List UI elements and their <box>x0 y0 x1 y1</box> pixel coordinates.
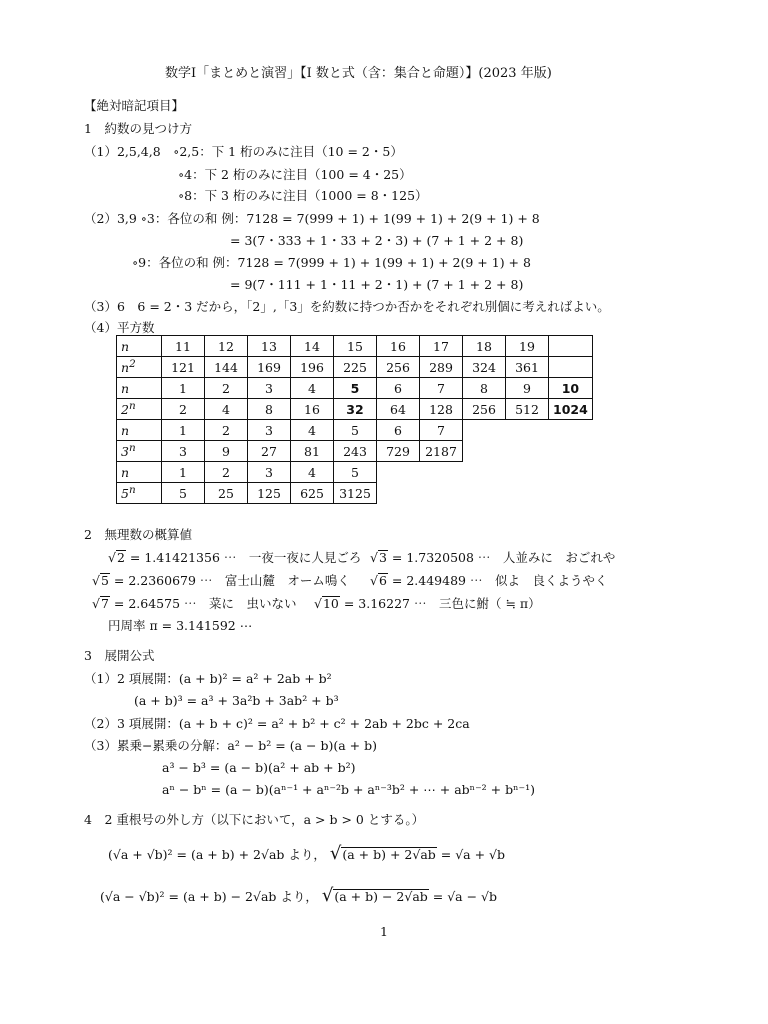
s3-line-2: (a + b)³ = a³ + 3a²b + 3ab² + b³ <box>134 693 339 708</box>
table-cell <box>549 336 593 357</box>
row-header-base: n <box>121 338 130 354</box>
s3-line-3: （2）3 項展開：(a + b + c)² = a² + b² + c² + 2ab + 2bc + 2ca <box>84 716 470 731</box>
table-cell: 5 <box>334 420 377 441</box>
empty-cell <box>463 420 506 441</box>
radicand: 3 <box>378 550 387 565</box>
table-cell: 729 <box>377 441 420 462</box>
section2-title: 2 無理数の概算値 <box>84 527 192 542</box>
table-cell: 3 <box>248 378 291 399</box>
table-cell: 121 <box>162 357 205 378</box>
formula-1-radicand: (a + b) + 2√ab <box>342 847 436 862</box>
sqrt6-value: = 2.449489 ⋯ 似よ 良くようやく <box>391 573 608 588</box>
nested-radical-formula-1: (√a + √b)² = (a + b) + 2√ab より， √(a + b) + 2√ab = √a + √b <box>108 843 506 864</box>
s1-line-8: （3）6 6 = 2・3 だから，「2」,「3」を約数に持つか否かをそれぞれ別個に考えればよい。 <box>84 299 610 314</box>
section4-title: 4 2 重根号の外し方（以下において，a > b > 0 とする。） <box>84 812 425 827</box>
row-header-base: 5 <box>121 486 129 502</box>
table-cell: 1 <box>162 420 205 441</box>
sqrt3-value: = 1.7320508 ⋯ 人並みに おごれや <box>391 550 616 565</box>
table-cell: 25 <box>205 483 248 504</box>
table-row <box>117 399 593 420</box>
power-table <box>116 335 593 504</box>
table-cell: 27 <box>248 441 291 462</box>
table-cell: 16 <box>377 336 420 357</box>
radicand: 7 <box>100 596 109 611</box>
formula-1-lhs: (√a + √b)² = (a + b) + 2√ab より， <box>108 847 326 862</box>
formula-1-rhs: = √a + √b <box>440 847 506 862</box>
table-cell: 8 <box>463 378 506 399</box>
s1-line-2: ∘4：下 2 桁のみに注目（100 = 4・25） <box>178 167 412 182</box>
table-cell: 6 <box>377 420 420 441</box>
table-cell: 2 <box>205 462 248 483</box>
sqrt7-line: √7 = 2.64575 ⋯ 菜に 虫いない <box>92 596 297 611</box>
table-cell: 6 <box>377 378 420 399</box>
table-cell: 10 <box>549 378 593 399</box>
sqrt2-value: = 1.41421356 ⋯ 一夜一夜に人見ごろ <box>129 550 362 565</box>
formula-2-rhs: = √a − √b <box>432 889 498 904</box>
sqrt10-value: = 3.16227 ⋯ 三色に鮒（ ≒ π） <box>343 596 541 611</box>
table-cell: 3 <box>162 441 205 462</box>
table-cell: 9 <box>205 441 248 462</box>
table-cell: 17 <box>420 336 463 357</box>
table-row <box>117 441 593 462</box>
table-row <box>117 420 593 441</box>
table-cell: 5 <box>334 462 377 483</box>
empty-cell <box>463 441 506 462</box>
table-cell: 4 <box>291 378 334 399</box>
empty-cell <box>420 483 463 504</box>
page-title: 数学Ⅰ「まとめと演習」【Ⅰ 数と式（含：集合と命題）】(2023 年版) <box>165 66 552 81</box>
row-header <box>117 483 162 504</box>
sqrt5-line: √5 = 2.2360679 ⋯ 富士山麓 オーム鳴く <box>92 573 350 588</box>
table-cell <box>549 357 593 378</box>
row-header <box>117 441 162 462</box>
pi-line: 円周率 π = 3.141592 ⋯ <box>108 618 253 633</box>
table-cell: 5 <box>162 483 205 504</box>
row-header <box>117 378 162 399</box>
row-header-exponent: 2 <box>129 358 136 371</box>
table-row <box>117 483 593 504</box>
page-number: 1 <box>380 924 388 939</box>
table-cell: 7 <box>420 378 463 399</box>
s1-line-5: = 3(7・333 + 1・33 + 2・3) + (7 + 1 + 2 + 8) <box>230 233 524 248</box>
table-cell: 81 <box>291 441 334 462</box>
table-cell: 169 <box>248 357 291 378</box>
table-cell: 361 <box>506 357 549 378</box>
table-cell: 289 <box>420 357 463 378</box>
table-cell: 4 <box>291 420 334 441</box>
radicand: 5 <box>100 573 109 588</box>
s1-line-3: ∘8：下 3 桁のみに注目（1000 = 8・125） <box>178 188 428 203</box>
table-cell: 11 <box>162 336 205 357</box>
table-cell: 256 <box>463 399 506 420</box>
empty-cell <box>506 462 549 483</box>
s3-line-1: （1）2 項展開：(a + b)² = a² + 2ab + b² <box>84 671 332 686</box>
table-cell: 625 <box>291 483 334 504</box>
empty-cell <box>377 462 420 483</box>
row-header-base: n <box>121 360 130 376</box>
sqrt5-value: = 2.2360679 ⋯ 富士山麓 オーム鳴く <box>113 573 350 588</box>
table-cell: 5 <box>334 378 377 399</box>
table-cell: 2 <box>162 399 205 420</box>
table-cell: 1024 <box>549 399 593 420</box>
table-cell: 3 <box>248 462 291 483</box>
sqrt3-line: √3 = 1.7320508 ⋯ 人並みに おごれや <box>370 550 616 565</box>
table-cell: 196 <box>291 357 334 378</box>
table-cell: 15 <box>334 336 377 357</box>
table-cell: 19 <box>506 336 549 357</box>
radicand: 10 <box>322 596 339 611</box>
s1-line-7: = 9(7・111 + 1・11 + 2・1) + (7 + 1 + 2 + 8) <box>230 277 524 292</box>
table-cell: 13 <box>248 336 291 357</box>
formula-2-lhs: (√a − √b)² = (a + b) − 2√ab より， <box>100 889 318 904</box>
empty-cell <box>420 462 463 483</box>
table-cell: 4 <box>291 462 334 483</box>
s1-line-1: （1）2,5,4,8 ∘2,5：下 1 桁のみに注目（10 = 2・5） <box>84 144 403 159</box>
formula-2-radicand: (a + b) − 2√ab <box>334 889 428 904</box>
table-cell: 2 <box>205 420 248 441</box>
table-row <box>117 357 593 378</box>
table-cell: 14 <box>291 336 334 357</box>
table-row <box>117 336 593 357</box>
table-row <box>117 378 593 399</box>
table-cell: 1 <box>162 378 205 399</box>
sqrt6-line: √6 = 2.449489 ⋯ 似よ 良くようやく <box>370 573 608 588</box>
row-header-exponent: n <box>128 442 136 455</box>
table-cell: 3125 <box>334 483 377 504</box>
empty-cell <box>463 483 506 504</box>
table-cell: 512 <box>506 399 549 420</box>
empty-cell <box>549 441 593 462</box>
section-heading: 【絶対暗記項目】 <box>84 98 185 113</box>
radicand: 2 <box>116 550 125 565</box>
sqrt2-line: √2 = 1.41421356 ⋯ 一夜一夜に人見ごろ <box>108 550 362 565</box>
table-cell: 324 <box>463 357 506 378</box>
row-header-exponent: n <box>128 484 136 497</box>
table-cell: 2 <box>205 378 248 399</box>
table-cell: 1 <box>162 462 205 483</box>
empty-cell <box>549 462 593 483</box>
table-cell: 32 <box>334 399 377 420</box>
row-header <box>117 336 162 357</box>
row-header-base: n <box>121 380 130 396</box>
table-cell: 9 <box>506 378 549 399</box>
row-header <box>117 357 162 378</box>
row-header-base: n <box>121 464 130 480</box>
section1-title: 1 約数の見つけ方 <box>84 121 192 136</box>
s1-line-6: ∘9：各位の和 例：7128 = 7(999 + 1) + 1(99 + 1) + 2(9 + 1) + 8 <box>132 255 531 270</box>
empty-cell <box>549 420 593 441</box>
empty-cell <box>377 483 420 504</box>
row-header-base: 3 <box>121 444 129 460</box>
table-cell: 12 <box>205 336 248 357</box>
empty-cell <box>506 441 549 462</box>
empty-cell <box>506 483 549 504</box>
table-cell: 144 <box>205 357 248 378</box>
table-cell: 7 <box>420 420 463 441</box>
row-header-exponent: n <box>128 400 136 413</box>
row-header <box>117 399 162 420</box>
table-cell: 128 <box>420 399 463 420</box>
s1-line-9: （4）平方数 <box>84 320 155 335</box>
s3-line-6: aⁿ − bⁿ = (a − b)(aⁿ⁻¹ + aⁿ⁻²b + aⁿ⁻³b² + ⋯ + abⁿ⁻² + bⁿ⁻¹) <box>162 782 536 797</box>
sqrt7-value: = 2.64575 ⋯ 菜に 虫いない <box>113 596 297 611</box>
empty-cell <box>463 462 506 483</box>
sqrt10-line: √10 = 3.16227 ⋯ 三色に鮒（ ≒ π） <box>314 596 541 611</box>
table-cell: 225 <box>334 357 377 378</box>
table-cell: 8 <box>248 399 291 420</box>
section3-title: 3 展開公式 <box>84 648 155 663</box>
table-cell: 256 <box>377 357 420 378</box>
s1-line-4: （2）3,9 ∘3：各位の和 例：7128 = 7(999 + 1) + 1(99 + 1) + 2(9 + 1) + 8 <box>84 211 540 226</box>
table-cell: 125 <box>248 483 291 504</box>
table-cell: 3 <box>248 420 291 441</box>
row-header <box>117 420 162 441</box>
row-header-base: n <box>121 422 130 438</box>
nested-radical-formula-2: (√a − √b)² = (a + b) − 2√ab より， √(a + b) − 2√ab = √a − √b <box>100 885 498 906</box>
table-cell: 2187 <box>420 441 463 462</box>
s3-line-5: a³ − b³ = (a − b)(a² + ab + b²) <box>162 760 356 775</box>
empty-cell <box>506 420 549 441</box>
table-cell: 243 <box>334 441 377 462</box>
empty-cell <box>549 483 593 504</box>
radicand: 6 <box>378 573 387 588</box>
table-cell: 64 <box>377 399 420 420</box>
table-cell: 16 <box>291 399 334 420</box>
s3-line-4: （3）累乗−累乗の分解：a² − b² = (a − b)(a + b) <box>84 738 377 753</box>
table-cell: 18 <box>463 336 506 357</box>
row-header <box>117 462 162 483</box>
table-row <box>117 462 593 483</box>
table-cell: 4 <box>205 399 248 420</box>
row-header-base: 2 <box>121 402 129 418</box>
